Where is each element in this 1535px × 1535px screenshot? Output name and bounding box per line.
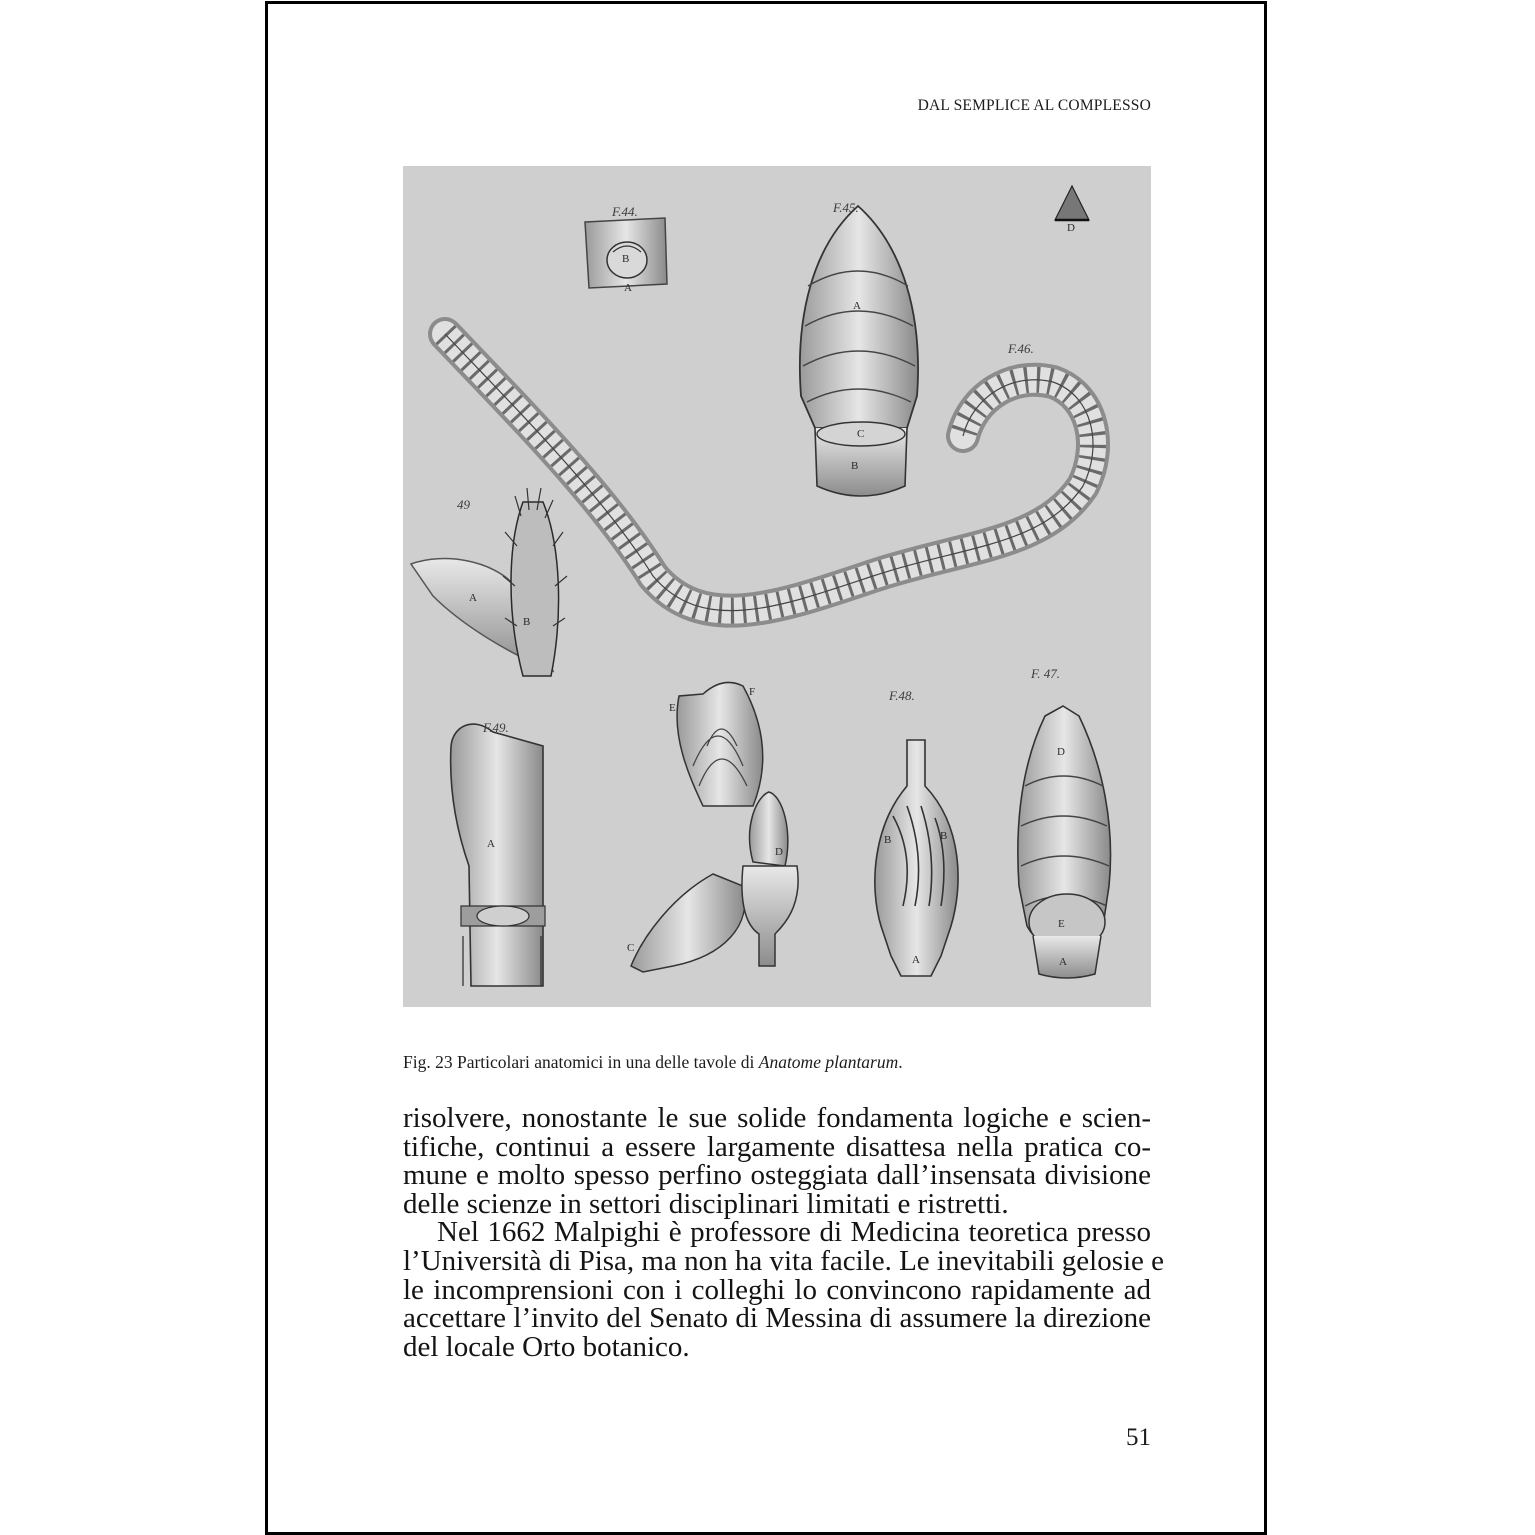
plate-label-f44: F.44. — [612, 204, 638, 219]
body-line: risolvere, nonostante le sue solide fondamenta logiche e scien- — [403, 1102, 1151, 1134]
figure-49-sheath-drawing — [451, 724, 545, 986]
part-label-c: C — [857, 428, 865, 440]
part-label-e: E — [1058, 918, 1065, 930]
part-label-a: A — [469, 592, 477, 604]
plate-label-f45: F.45. — [833, 200, 859, 215]
part-label-c: C — [627, 942, 635, 954]
figure-49-leaf-drawing — [411, 488, 567, 676]
body-line: accettare l’invito del Senato di Messina di assumere la direzione — [403, 1302, 1151, 1335]
body-line: l’Università di Pisa, ma non ha vita facile. Le inevitabili gelosie e — [403, 1244, 1165, 1277]
caption-text: Fig. 23 Particolari anatomici in una delle tavole di — [403, 1052, 759, 1072]
page-number: 51 — [1126, 1424, 1151, 1451]
part-label-a: A — [853, 300, 861, 312]
figure-caption — [403, 1052, 903, 1073]
part-label-b: B — [622, 253, 630, 265]
body-line: tifiche, continui a essere largamente disattesa nella pratica co- — [403, 1130, 1151, 1163]
body-line: mune e molto spesso perfino osteggiata dall’insensata divisione — [403, 1159, 1151, 1192]
plate-label-f47: F. 47. — [1031, 666, 1061, 681]
figure-ef-flower-drawing — [677, 682, 763, 806]
part-label-a: A — [624, 282, 632, 294]
figure-cd-flowers-drawing — [631, 792, 798, 972]
plate-label-f48: F.48. — [889, 688, 915, 703]
part-label-a: A — [912, 954, 920, 966]
body-line: delle scienze in settori disciplinari limitati e ristretti. — [403, 1187, 1009, 1220]
plate-label-f46: F.46. — [1008, 341, 1034, 356]
plate-label-49: 49 — [457, 497, 470, 512]
body-text — [403, 1102, 1165, 1363]
part-label-e: E — [669, 702, 676, 714]
part-label-a: A — [1059, 956, 1067, 968]
part-label-f: F — [749, 686, 756, 698]
plate-label-f49: F.49. — [483, 720, 509, 735]
part-label-d: D — [1067, 222, 1075, 234]
part-label-d: D — [775, 846, 783, 858]
part-label-a: A — [487, 838, 495, 850]
part-label-b: B — [523, 616, 531, 628]
part-label-b: B — [884, 834, 892, 846]
caption-book-title: Anatome plantarum — [758, 1052, 899, 1072]
body-line: le incomprensioni con i colleghi lo convincono rapidamente ad — [403, 1273, 1151, 1306]
running-head: DAL SEMPLICE AL COMPLESSO — [917, 97, 1151, 114]
figure-45-bud-drawing — [800, 206, 918, 496]
figure-48-pod-drawing — [875, 740, 958, 976]
part-label-b: B — [940, 830, 948, 842]
body-line-paragraph-start: Nel 1662 Malpighi è professore di Medicina teoretica presso — [437, 1216, 1151, 1249]
caption-period: . — [898, 1052, 903, 1072]
part-label-b: B — [851, 460, 859, 472]
botanical-plate-figure — [403, 166, 1151, 1007]
engraving-illustration — [403, 166, 1151, 1007]
body-line: del locale Orto botanico. — [403, 1330, 690, 1363]
part-label-d: D — [1057, 746, 1065, 758]
cone-detail-d-drawing — [1055, 186, 1089, 220]
